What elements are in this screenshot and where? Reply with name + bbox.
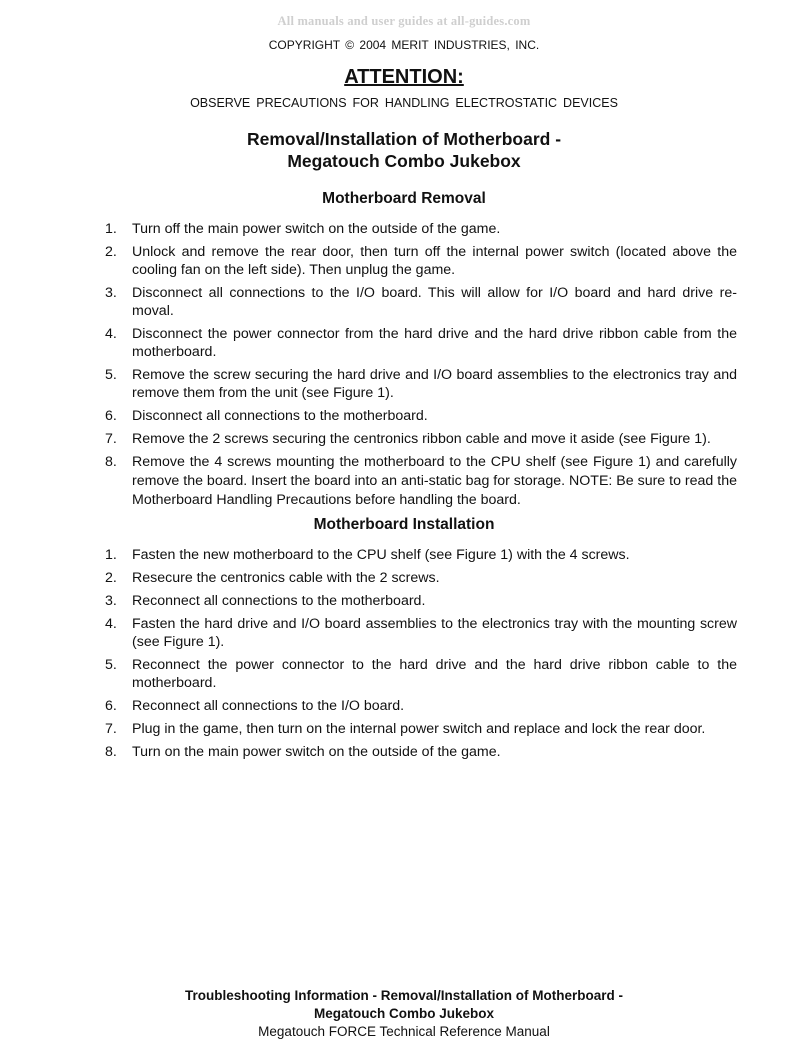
step-number: 4. — [105, 326, 117, 342]
step-text: Disconnect all connections to the motherboard. — [132, 408, 428, 424]
installation-heading: Motherboard Installation — [313, 516, 495, 533]
step-number: 8. — [105, 454, 117, 470]
list-item — [105, 592, 737, 610]
step-text: Remove the screw securing the hard drive and I/O board assemblies to the electronics tray and remove them from the unit (see Figure 1). — [132, 367, 737, 401]
step-number: 5. — [105, 657, 117, 673]
step-text: Plug in the game, then turn on the internal power switch and replace and lock the rear door. — [132, 721, 706, 737]
removal-heading: Motherboard Removal — [322, 190, 486, 207]
step-text: Turn off the main power switch on the outside of the game. — [132, 221, 501, 237]
step-number: 2. — [105, 244, 117, 260]
step-text: Reconnect the power connector to the hard drive and the hard drive ribbon cable to the motherboard. — [132, 657, 737, 691]
step-text: Remove the 2 screws securing the centronics ribbon cable and move it aside (see Figure 1). — [132, 431, 711, 447]
step-number: 7. — [105, 721, 117, 737]
step-number: 7. — [105, 431, 117, 447]
page-title-line-1: Removal/Installation of Motherboard - — [246, 129, 562, 149]
list-item — [105, 366, 737, 402]
list-item — [105, 615, 737, 651]
step-text: Resecure the centronics cable with the 2 screws. — [132, 570, 440, 586]
step-number: 1. — [105, 547, 117, 563]
list-item — [105, 325, 737, 361]
esd-precaution-notice: OBSERVE PRECAUTIONS FOR HANDLING ELECTROSTATIC DEVICES — [190, 96, 618, 110]
step-text: Reconnect all connections to the I/O board. — [132, 698, 405, 714]
step-number: 6. — [105, 408, 117, 424]
step-number: 5. — [105, 367, 117, 383]
page-title — [0, 128, 808, 172]
step-number: 3. — [105, 593, 117, 609]
page-title-line-2: Megatouch Combo Jukebox — [287, 151, 521, 171]
copyright-notice: COPYRIGHT © 2004 MERIT INDUSTRIES, INC. — [268, 38, 540, 52]
footer-manual-title: Megatouch FORCE Technical Reference Manual — [258, 1024, 550, 1039]
step-number: 8. — [105, 744, 117, 760]
step-text: Disconnect all connections to the I/O board. This will allow for I/O board and hard drive re-moval. — [132, 285, 737, 319]
footer-product-name: Megatouch Combo Jukebox — [313, 1006, 494, 1021]
list-item — [105, 569, 737, 587]
list-item — [105, 407, 737, 425]
step-text: Fasten the hard drive and I/O board assemblies to the electronics tray with the mounting screw (see Figure 1). — [132, 616, 737, 650]
step-number: 1. — [105, 221, 117, 237]
list-item — [105, 743, 737, 761]
attention-heading: ATTENTION: — [344, 66, 464, 88]
list-item — [105, 220, 737, 238]
list-item — [105, 656, 737, 692]
installation-steps-list — [105, 546, 737, 761]
step-text: Unlock and remove the rear door, then turn off the internal power switch (located above the cooling fan on the left side). Then unplug the game. — [132, 244, 737, 278]
step-text: Disconnect the power connector from the hard drive and the hard drive ribbon cable from the motherboard. — [132, 326, 737, 360]
list-item — [105, 697, 737, 715]
step-number: 4. — [105, 616, 117, 632]
list-item — [105, 430, 737, 448]
step-text: Turn on the main power switch on the outside of the game. — [132, 744, 501, 760]
watermark: All manuals and user guides at all-guides.com — [277, 14, 531, 28]
step-text: Fasten the new motherboard to the CPU shelf (see Figure 1) with the 4 screws. — [132, 547, 630, 563]
step-text: Remove the 4 screws mounting the motherboard to the CPU shelf (see Figure 1) and carefully remove the board. Insert the board into an anti-static bag for storage. NOTE: Be sure to read the Motherboard Handling Precautions before handling the board. — [132, 454, 737, 508]
step-number: 3. — [105, 285, 117, 301]
list-item — [105, 546, 737, 564]
list-item — [105, 284, 737, 320]
removal-steps-list — [105, 220, 737, 510]
step-number: 6. — [105, 698, 117, 714]
list-item — [105, 453, 737, 510]
step-text: Reconnect all connections to the motherboard. — [132, 593, 426, 609]
list-item — [105, 720, 737, 738]
list-item — [105, 243, 737, 279]
footer-section-title: Troubleshooting Information - Removal/Installation of Motherboard - — [185, 988, 623, 1003]
step-number: 2. — [105, 570, 117, 586]
